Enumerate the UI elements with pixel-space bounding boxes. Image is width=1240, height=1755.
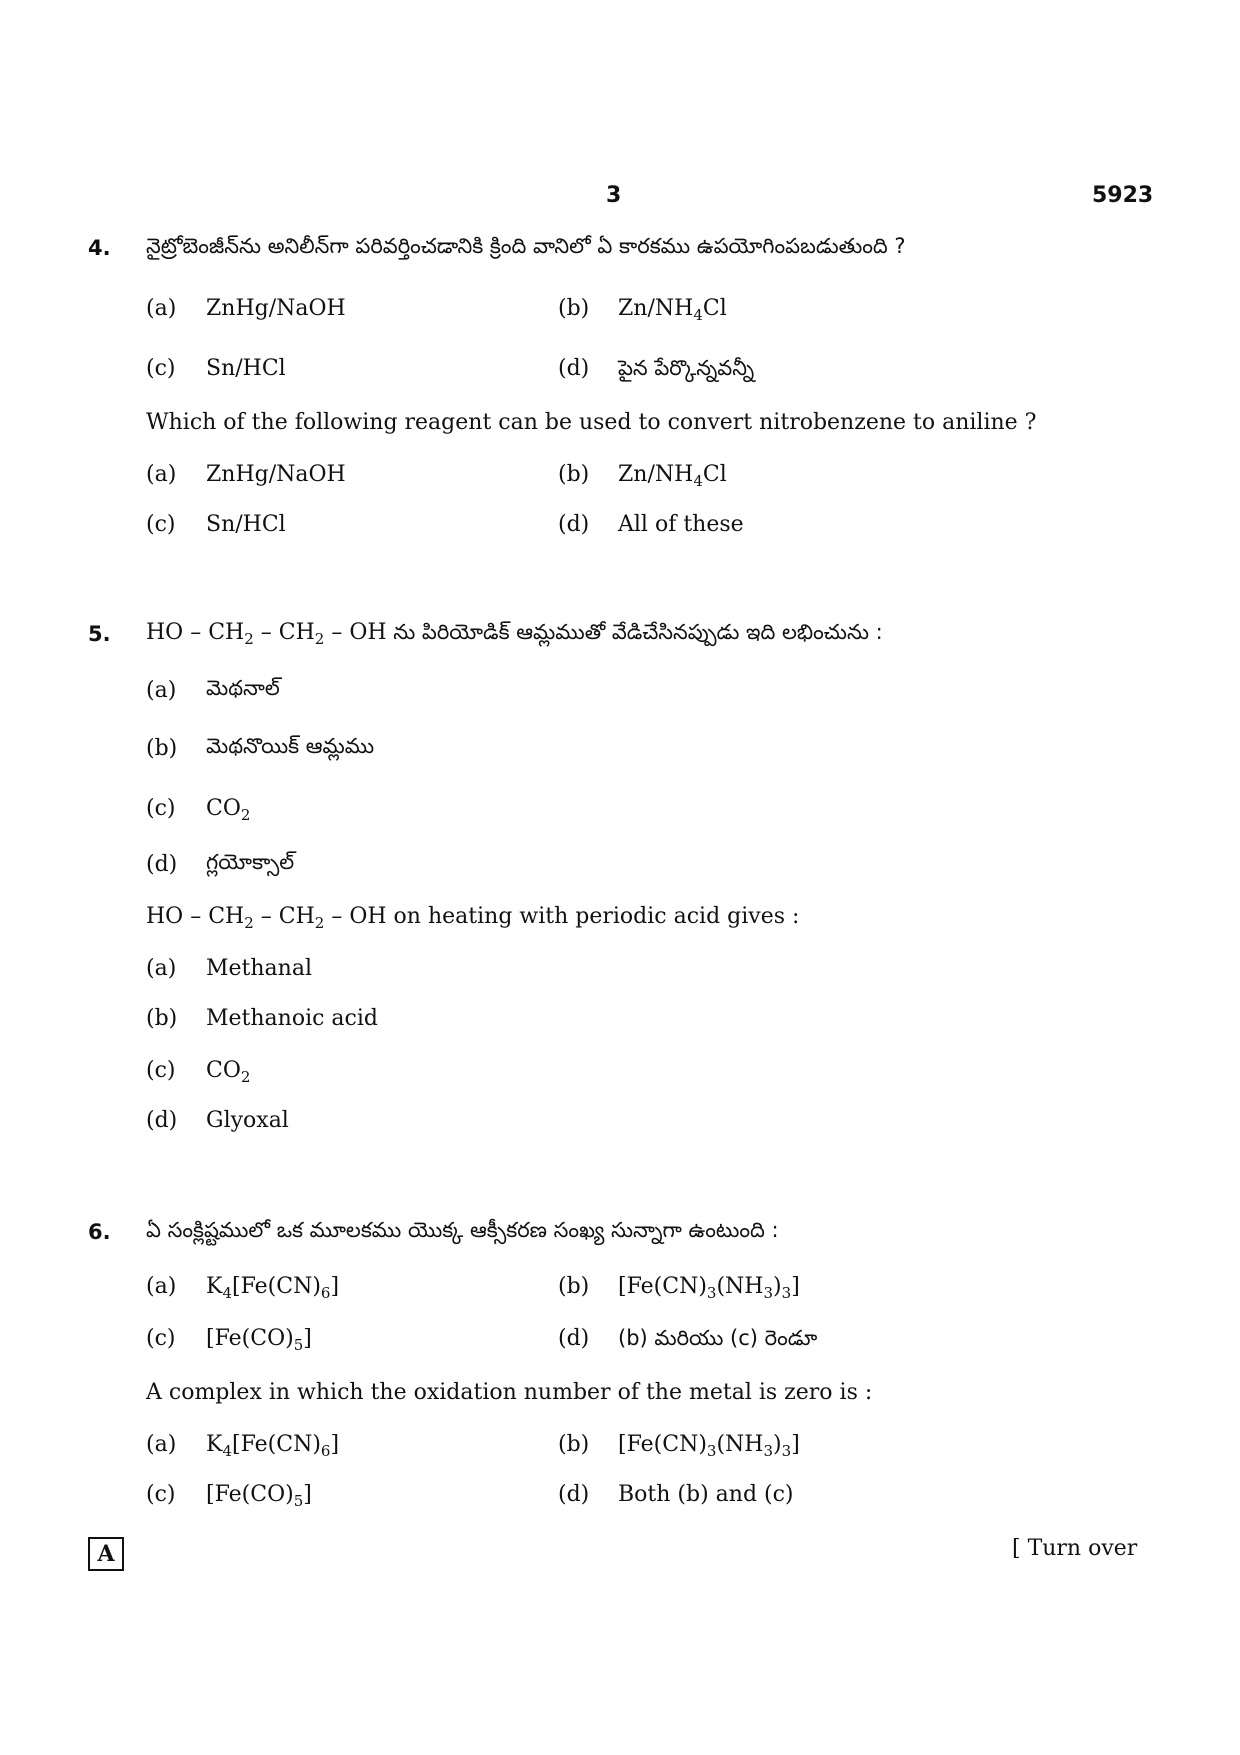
option-label-b: (b) (558, 1432, 590, 1457)
q5-english-stem: HO – $CH_2 - CH_2$ – OH on heating with periodic acid gives : (146, 904, 800, 932)
option-label-d: (d) (146, 1108, 178, 1133)
option-label-a: (a) (146, 1432, 177, 1457)
option-label-d: (d) (558, 1482, 590, 1507)
option-label-c: (c) (146, 1482, 176, 1507)
q4-te-option-a: ZnHg/NaOH (206, 296, 346, 321)
option-label-b: (b) (558, 462, 590, 487)
q5-te-option-a: మెథనాల్ (206, 676, 280, 700)
q6-telugu-stem: ఏ సంక్లిష్టములో ఒక మూలకము యొక్క ఆక్సీకరణ సంఖ్య సున్నాగా ఉంటుంది : (146, 1218, 779, 1242)
q5-en-option-a: Methanal (206, 956, 312, 981)
q4-te-option-c: Sn/HCl (206, 356, 286, 381)
q6-te-option-a: $K_4[Fe(CN)_6]$ (206, 1274, 340, 1302)
series-box: A (88, 1537, 124, 1571)
option-label-d: (d) (146, 852, 178, 877)
q5-te-option-c: $CO_2$ (206, 796, 251, 824)
option-label-b: (b) (146, 1006, 178, 1031)
option-label-c: (c) (146, 796, 176, 821)
option-label-c: (c) (146, 1058, 176, 1083)
q4-en-option-a: ZnHg/NaOH (206, 462, 346, 487)
option-label-d: (d) (558, 512, 590, 537)
q6-te-option-d: (b) మరియు (c) రెండూ (618, 1326, 818, 1350)
q5-en-option-b: Methanoic acid (206, 1006, 378, 1031)
q6-en-option-a: $K_4[Fe(CN)_6]$ (206, 1432, 340, 1460)
q6-en-option-c: $[Fe(CO)_5]$ (206, 1482, 312, 1510)
q4-telugu-stem: నైట్రోబెంజీన్‌ను అనిలీన్‌గా పరివర్తించడానికి క్రింది వానిలో ఏ కారకము ఉపయోగింపబడుతుంది ? (146, 234, 906, 258)
q6-en-option-d: Both (b) and (c) (618, 1482, 794, 1507)
question-number-6: 6. (88, 1220, 111, 1244)
option-label-c: (c) (146, 1326, 176, 1351)
option-label-d: (d) (558, 356, 590, 381)
option-label-a: (a) (146, 678, 177, 703)
option-label-a: (a) (146, 956, 177, 981)
option-label-a: (a) (146, 462, 177, 487)
option-label-c: (c) (146, 512, 176, 537)
q6-te-option-b: $[Fe(CN)_3(NH_3)_3]$ (618, 1274, 800, 1302)
q4-en-option-d: All of these (618, 512, 744, 537)
option-label-a: (a) (146, 1274, 177, 1299)
q6-te-option-c: $[Fe(CO)_5]$ (206, 1326, 312, 1354)
question-number-4: 4. (88, 236, 111, 260)
q5-en-option-c: $CO_2$ (206, 1058, 251, 1086)
q4-en-option-c: Sn/HCl (206, 512, 286, 537)
q6-en-option-b: $[Fe(CN)_3(NH_3)_3]$ (618, 1432, 800, 1460)
q6-english-stem: A complex in which the oxidation number of the metal is zero is : (146, 1380, 873, 1405)
page-number: 3 (606, 183, 622, 208)
option-label-b: (b) (558, 296, 590, 321)
q4-english-stem: Which of the following reagent can be used to convert nitrobenzene to aniline ? (146, 410, 1037, 435)
q5-te-option-d: గ్లయోక్సాల్ (206, 850, 295, 874)
option-label-b: (b) (558, 1274, 590, 1299)
option-label-c: (c) (146, 356, 176, 381)
q5-te-option-b: మెథనొయిక్ ఆమ్లము (206, 734, 375, 758)
question-number-5: 5. (88, 622, 111, 646)
q5-telugu-stem: HO – $CH_2 - CH_2$ – OH ను పిరియోడిక్ ఆమ్లముతో వేడిచేసినప్పుడు ఇది లభించును : (146, 620, 883, 648)
q4-en-option-b: $Zn/NH_4Cl$ (618, 462, 727, 490)
option-label-d: (d) (558, 1326, 590, 1351)
option-label-a: (a) (146, 296, 177, 321)
q4-te-option-b: $Zn/NH_4Cl$ (618, 296, 727, 324)
q4-te-option-d: పైన పేర్కొన్నవన్నీ (618, 356, 755, 380)
paper-code: 5923 (1092, 183, 1154, 208)
option-label-b: (b) (146, 736, 178, 761)
turn-over-note: [ Turn over (1012, 1536, 1138, 1561)
q5-en-option-d: Glyoxal (206, 1108, 289, 1133)
